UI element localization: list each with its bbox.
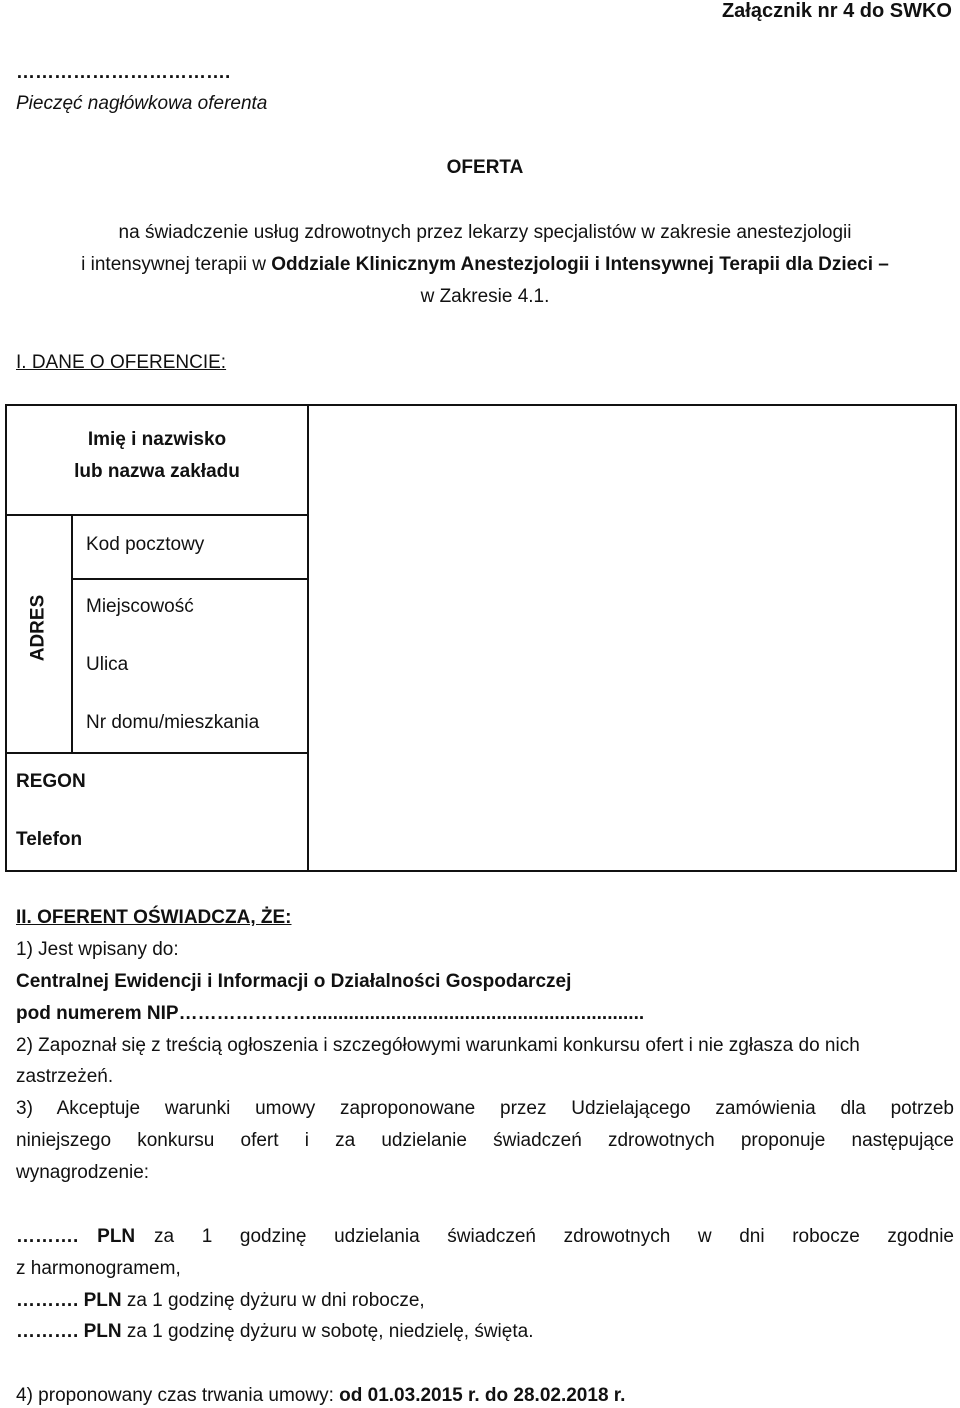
offer-subtitle-line2 [0, 254, 960, 276]
rate3-currency: PLN [83, 1321, 122, 1342]
rate2-dots: ………. [16, 1290, 79, 1311]
name-label-line2: lub nazwa zakładu [74, 461, 240, 482]
nip-label: pod numerem NIP [16, 1003, 179, 1024]
table-value-column-border [307, 404, 309, 872]
item1-nip-line [16, 1003, 950, 1025]
postal-code-label: Kod pocztowy [86, 534, 205, 555]
rate1-dots: ………. [16, 1226, 79, 1247]
item1-registry: Centralnej Ewidencji i Informacji o Działalności Gospodarczej [16, 971, 572, 992]
item3-line3: wynagrodzenie: [16, 1162, 150, 1183]
regon-label: REGON [16, 771, 86, 792]
offer-subtitle-line2-plain: i intensywnej terapii w [81, 254, 272, 275]
rate1-continuation: z harmonogramem, [16, 1258, 181, 1279]
rate3-line [16, 1321, 533, 1343]
table-right-border [955, 404, 957, 872]
nip-dots: …………………............................................................... [178, 1003, 645, 1024]
rate1-text: za 1 godzinę udzielania świadczeń zdrowotnych w dni robocze zgodnie [154, 1226, 954, 1247]
item2-line2: zastrzeżeń. [16, 1066, 114, 1087]
rate1-line [16, 1226, 954, 1248]
phone-label: Telefon [16, 829, 83, 850]
item4-line [16, 1385, 625, 1407]
rate3-dots: ………. [16, 1321, 79, 1342]
table-bottom-border [5, 870, 957, 872]
address-group-label: ADRES [27, 594, 49, 662]
offer-subtitle-line1: na świadczenie usług zdrowotnych przez lekarzy specjalistów w zakresie anestezjologii [118, 222, 852, 243]
rate1-currency: PLN [97, 1226, 136, 1247]
table-top-border [5, 404, 957, 406]
item3-line2: niniejszego konkursu ofert i za udzielanie świadczeń zdrowotnych proponuje następujące [16, 1130, 954, 1151]
stamp-dots: ……………………………. [16, 62, 231, 83]
rate2-text: za 1 godzinę dyżuru w dni robocze, [121, 1290, 425, 1311]
table-address-bottom-border [5, 752, 307, 754]
offer-subtitle-line3: w Zakresie 4.1. [420, 286, 550, 307]
item3-line1: 3) Akceptuje warunki umowy zaproponowane przez Udzielającego zamówienia dla potrzeb [16, 1098, 954, 1119]
offer-heading: OFERTA [446, 157, 524, 178]
offer-subtitle-department: Oddziale Klinicznym Anestezjologii i Intensywnej Terapii dla Dzieci – [271, 254, 889, 275]
city-label: Miejscowość [86, 596, 194, 617]
item1-intro: 1) Jest wpisany do: [16, 939, 179, 960]
attachment-label: Załącznik nr 4 do SWKO [721, 0, 952, 22]
rate2-line [16, 1290, 425, 1312]
rate2-currency: PLN [83, 1290, 122, 1311]
table-address-group-border [71, 514, 73, 754]
table-postal-row-border [71, 578, 307, 580]
item4-contract-period: od 01.03.2015 r. do 28.02.2018 r. [339, 1385, 626, 1406]
item4-plain: 4) proponowany czas trwania umowy: [16, 1385, 340, 1406]
house-number-label: Nr domu/mieszkania [86, 712, 260, 733]
item2-line1: 2) Zapoznał się z treścią ogłoszenia i szczegółowymi warunkami konkursu ofert i nie zgłasza do nich [16, 1035, 860, 1056]
street-label: Ulica [86, 654, 129, 675]
table-name-row-border [5, 514, 307, 516]
name-label-line1: Imię i nazwisko [87, 429, 227, 450]
stamp-label: Pieczęć nagłówkowa oferenta [16, 93, 268, 114]
rate3-text: za 1 godzinę dyżuru w sobotę, niedzielę, święta. [121, 1321, 534, 1342]
section1-heading: I. DANE O OFERENCIE: [16, 352, 227, 373]
section2-heading: II. OFERENT OŚWIADCZA, ŻE: [16, 907, 292, 928]
